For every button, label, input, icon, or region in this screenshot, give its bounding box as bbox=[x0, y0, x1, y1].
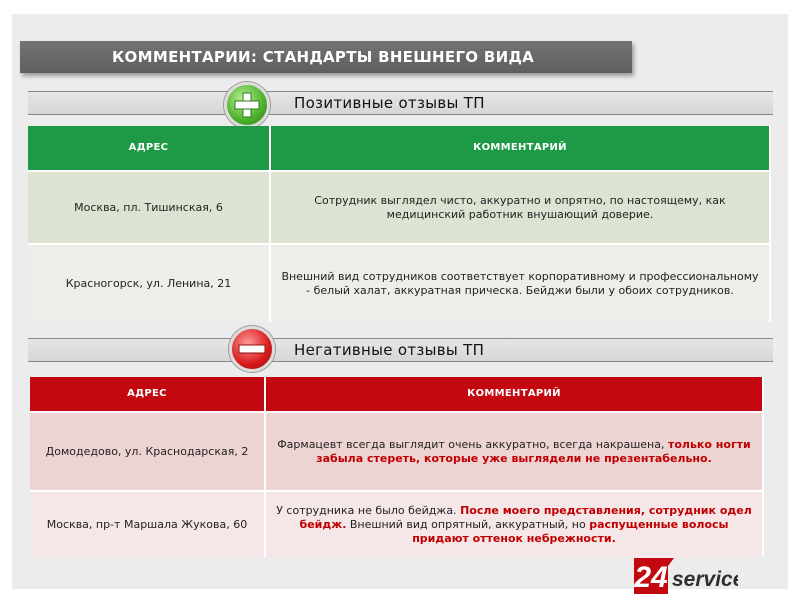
address-cell: Москва, пл. Тишинская, 6 bbox=[28, 171, 270, 244]
address-cell: Домодедово, ул. Краснодарская, 2 bbox=[30, 412, 265, 491]
comment-cell: Сотрудник выглядел чисто, аккуратно и опрятно, по настоящему, как медицинский работник внушающий доверие. bbox=[270, 171, 770, 244]
negative-section-bar bbox=[28, 338, 773, 362]
positive-section-bar bbox=[28, 91, 773, 115]
table-row bbox=[30, 491, 763, 557]
column-header-address: АДРЕС bbox=[30, 377, 265, 412]
comment-cell: Внешний вид сотрудников соответствует корпоративному и профессиональному - белый халат, аккуратная прическа. Бейджи были у обоих сотрудников. bbox=[270, 244, 770, 322]
positive-heading: Позитивные отзывы ТП bbox=[294, 94, 485, 112]
company-logo bbox=[634, 558, 738, 594]
table-row bbox=[28, 244, 770, 322]
column-header-address: АДРЕС bbox=[28, 126, 270, 171]
column-header-comment: КОММЕНТАРИЙ bbox=[265, 377, 763, 412]
page-title: КОММЕНТАРИИ: СТАНДАРТЫ ВНЕШНЕГО ВИДА bbox=[20, 41, 632, 73]
comment-cell bbox=[265, 412, 763, 491]
minus-icon bbox=[229, 326, 275, 372]
comment-text: Фармацевт всегда выглядит очень аккуратно, всегда накрашена, bbox=[277, 437, 668, 451]
address-cell: Красногорск, ул. Ленина, 21 bbox=[28, 244, 270, 322]
positive-table bbox=[28, 126, 771, 322]
table-row bbox=[28, 171, 770, 244]
negative-heading: Негативные отзывы ТП bbox=[294, 341, 485, 359]
table-header bbox=[28, 126, 770, 171]
table-header bbox=[30, 377, 763, 412]
plus-icon bbox=[224, 82, 270, 128]
comment-cell bbox=[265, 491, 763, 557]
comment-highlight: После моего представления, сотрудник одел бейдж. bbox=[299, 503, 752, 531]
negative-table bbox=[30, 377, 764, 557]
comment-highlight: только ногти забыла стереть, которые уже выглядели не презентабельно. bbox=[316, 437, 751, 465]
comment-text: У сотрудника не было бейджа. bbox=[276, 503, 461, 517]
table-row bbox=[30, 412, 763, 491]
comment-text: Внешний вид опрятный, аккуратный, но bbox=[346, 517, 590, 531]
logo-text: service bbox=[672, 568, 738, 591]
address-cell: Москва, пр-т Маршала Жукова, 60 bbox=[30, 491, 265, 557]
comment-highlight: распущенные волосы придают оттенок небрежности. bbox=[412, 517, 729, 545]
logo-number: 24 bbox=[634, 561, 668, 594]
column-header-comment: КОММЕНТАРИЙ bbox=[270, 126, 770, 171]
